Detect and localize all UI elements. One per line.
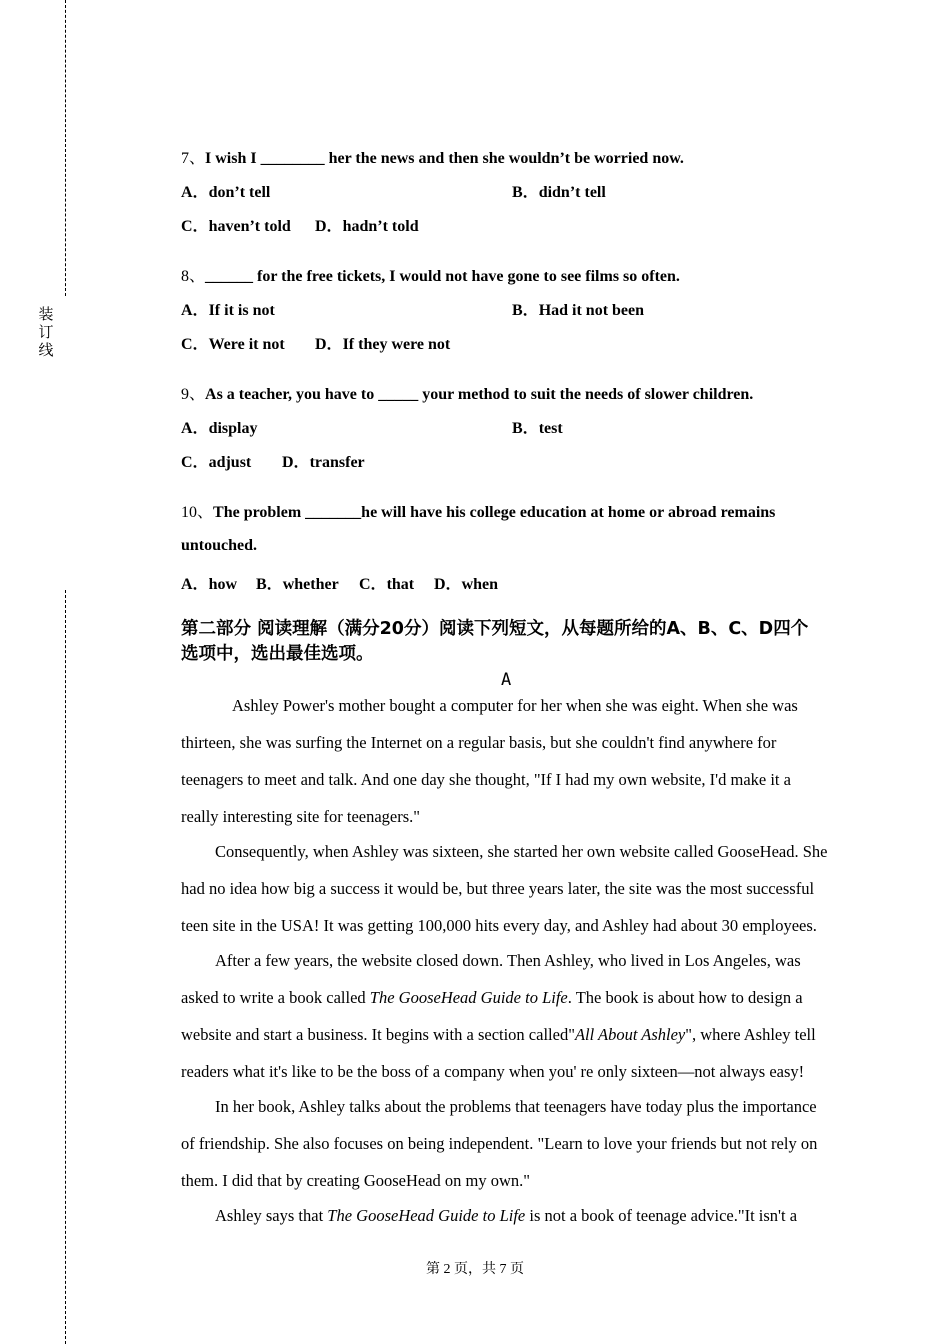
option-letter: A．: [181, 420, 209, 437]
book-title: The GooseHead Guide to Life: [369, 988, 568, 1007]
passage-line: really interesting site for teenagers.": [181, 807, 421, 826]
passage-line: Consequently, when Ashley was sixteen, she started her own website called GooseHead. She: [215, 842, 828, 861]
passage-text: ", where Ashley tell: [685, 1025, 816, 1044]
passage-line: teenagers to meet and talk. And one day she thought, "If I had my own website, I'd make it a: [181, 770, 791, 789]
page-footer: 第 2 页，共 7 页: [426, 1262, 524, 1277]
binding-label-char: 线: [38, 341, 54, 359]
passage-text: is not a book of teenage advice."It isn't a: [525, 1206, 798, 1225]
question-8-stem: [181, 263, 680, 286]
passage-line: After a few years, the website closed down. Then Ashley, who lived in Los Angeles, was: [215, 951, 801, 970]
option-letter: A．: [181, 184, 209, 201]
question-10-option-a: [181, 571, 237, 594]
option-letter: A．: [181, 576, 209, 593]
section-title: All About Ashley: [574, 1025, 686, 1044]
option-letter: B．: [256, 576, 283, 593]
option-text: Were it not: [208, 336, 285, 353]
option-text: don’t tell: [208, 184, 271, 201]
passage-line: Ashley Power's mother bought a computer for her when she was eight. When she was: [232, 696, 798, 715]
option-text: how: [208, 576, 238, 593]
question-10-stem-continued: untouched.: [181, 537, 258, 554]
option-letter: C．: [181, 218, 209, 235]
option-letter: D．: [434, 576, 462, 593]
question-text: The problem _______he will have his college education at home or abroad remains: [213, 504, 776, 521]
option-letter: C．: [359, 576, 387, 593]
option-text: hadn’t told: [342, 218, 419, 235]
option-letter: C．: [181, 336, 209, 353]
option-text: didn’t tell: [538, 184, 606, 201]
option-text: display: [208, 420, 258, 437]
option-letter: C．: [181, 454, 209, 471]
question-7-option-b: [512, 179, 606, 202]
question-7-option-d: [315, 213, 419, 236]
passage-label: A: [501, 670, 512, 690]
question-9-option-a: [181, 415, 257, 438]
option-letter: B．: [512, 420, 539, 437]
question-9-stem: [181, 381, 753, 404]
passage-text: Ashley says that: [215, 1206, 328, 1225]
section-heading: [181, 617, 846, 667]
passage-text: asked to write a book called: [181, 988, 370, 1007]
question-number: 8、: [181, 268, 206, 285]
passage-line: [215, 1206, 797, 1226]
option-text: test: [538, 420, 563, 437]
passage-line: [181, 1025, 816, 1045]
binding-line-bottom: [65, 590, 66, 1344]
option-letter: D．: [282, 454, 310, 471]
option-letter: D．: [315, 336, 343, 353]
option-letter: B．: [512, 302, 539, 319]
passage-text: website and start a business. It begins with a section called": [181, 1025, 575, 1044]
question-7-option-a: [181, 179, 270, 202]
passage-line: thirteen, she was surfing the Internet on a regular basis, but she couldn't find anywhere for: [181, 733, 777, 752]
question-10-option-d: [434, 571, 498, 594]
question-8-option-b: [512, 297, 644, 320]
option-text: that: [386, 576, 415, 593]
question-number: 10、: [181, 504, 214, 521]
question-10-option-c: [359, 571, 414, 594]
question-text: ______ for the free tickets, I would not have gone to see films so often.: [205, 268, 680, 285]
question-number: 7、: [181, 150, 206, 167]
option-text: when: [461, 576, 499, 593]
question-number: 9、: [181, 386, 206, 403]
question-9-option-b: [512, 415, 563, 438]
question-10-stem: [181, 499, 775, 522]
question-8-option-c: [181, 331, 285, 354]
binding-label-char: 订: [38, 323, 54, 341]
question-text: I wish I ________ her the news and then she wouldn’t be worried now.: [205, 150, 684, 167]
passage-line: readers what it's like to be the boss of a company when you' re only sixteen—not always easy!: [181, 1062, 805, 1081]
question-8-option-a: [181, 297, 275, 320]
question-9-option-d: [282, 449, 365, 472]
question-7-stem: [181, 145, 684, 168]
question-text: As a teacher, you have to _____ your method to suit the needs of slower children.: [205, 386, 754, 403]
option-letter: B．: [512, 184, 539, 201]
question-8-option-d: [315, 331, 450, 354]
passage-line: teen site in the USA! It was getting 100,000 hits every day, and Ashley had about 30 employees.: [181, 916, 817, 935]
section-heading-line: 选项中，选出最佳选项。: [181, 644, 374, 664]
option-letter: A．: [181, 302, 209, 319]
question-10-option-b: [256, 571, 339, 594]
option-text: whether: [282, 576, 339, 593]
option-text: Had it not been: [538, 302, 645, 319]
option-text: adjust: [208, 454, 252, 471]
passage-line: [181, 988, 803, 1008]
passage-text: . The book is about how to design a: [567, 988, 803, 1007]
binding-line-top: [65, 0, 66, 296]
option-text: haven’t told: [208, 218, 291, 235]
passage-line: of friendship. She also focuses on being independent. "Learn to love your friends but not rely on: [181, 1134, 818, 1153]
passage-line: In her book, Ashley talks about the problems that teenagers have today plus the importance: [215, 1097, 817, 1116]
passage-line: had no idea how big a success it would be, but three years later, the site was the most successful: [181, 879, 815, 898]
binding-label-char: 装: [38, 305, 54, 323]
question-7-option-c: [181, 213, 291, 236]
option-text: If it is not: [208, 302, 275, 319]
book-title: The GooseHead Guide to Life: [327, 1206, 526, 1225]
question-9-option-c: [181, 449, 251, 472]
passage-line: them. I did that by creating GooseHead on my own.": [181, 1171, 531, 1190]
option-text: transfer: [309, 454, 365, 471]
binding-label: [37, 305, 55, 359]
option-letter: D．: [315, 218, 343, 235]
option-text: If they were not: [342, 336, 451, 353]
section-heading-line: 第二部分 阅读理解（满分20分）阅读下列短文，从每题所给的A、B、C、D四个: [181, 619, 809, 639]
